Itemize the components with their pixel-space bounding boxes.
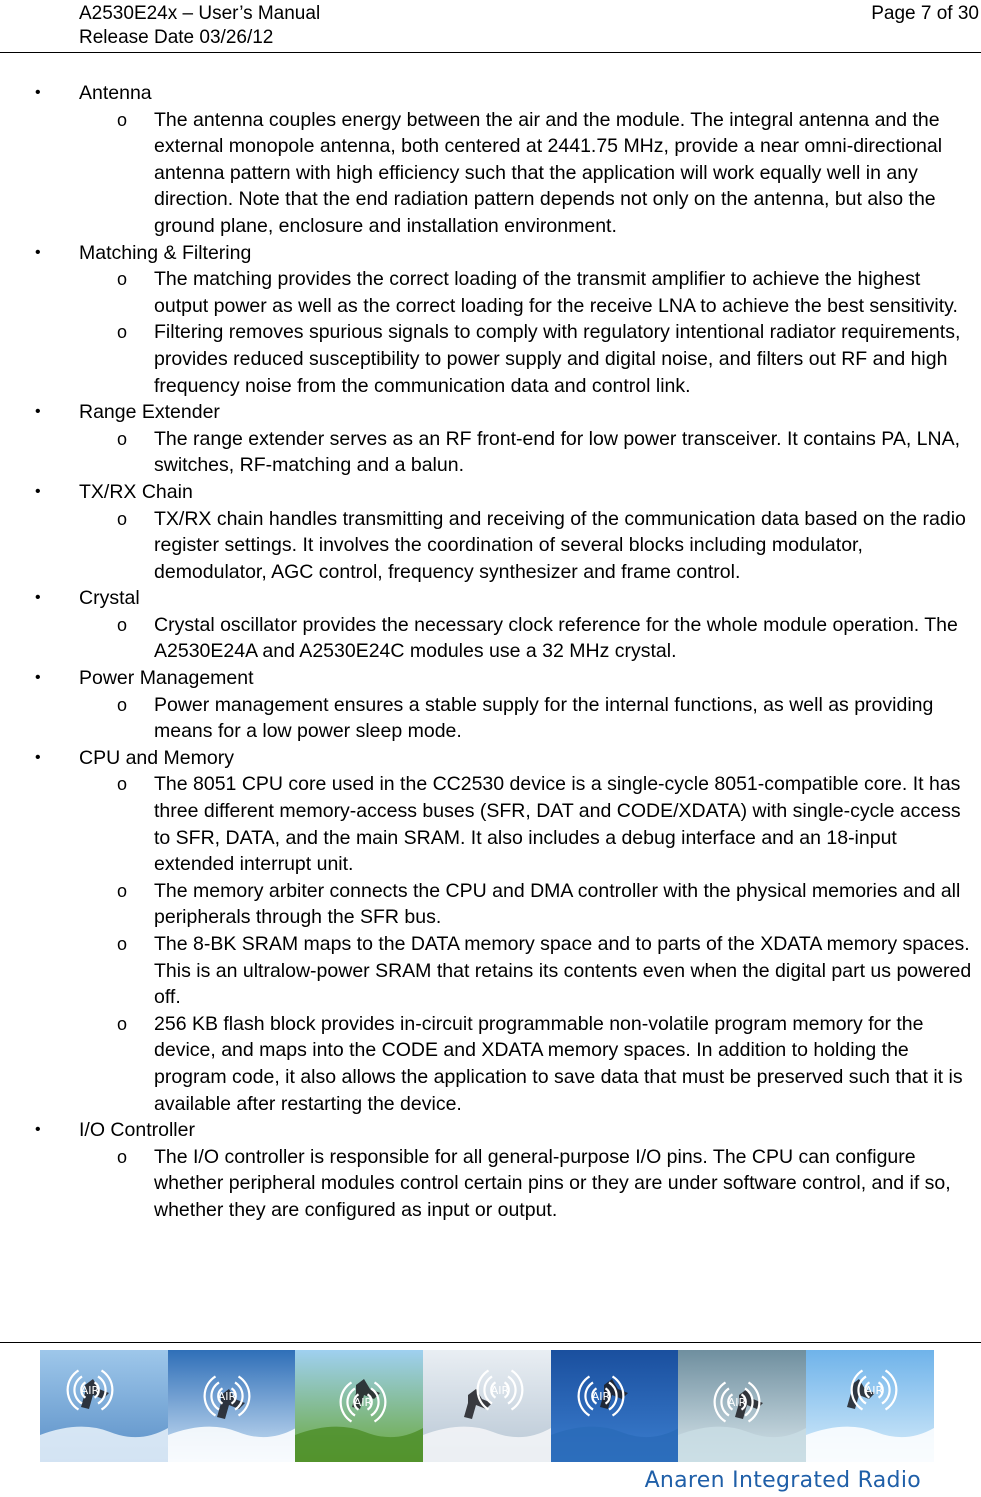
footer-photo-panel [295, 1350, 423, 1462]
sub-bullet-text: o Power management ensures a stable supply for the internal functions, as well as providing means for a low power sleep mode. [0, 692, 981, 745]
page-header [0, 0, 981, 53]
header-left [79, 2, 320, 50]
section-heading: • Range Extender [0, 399, 981, 426]
svg-text:AIR: AIR [354, 1396, 373, 1409]
section-heading: • I/O Controller [0, 1117, 981, 1144]
footer-photo-panel [678, 1350, 806, 1462]
section-heading: • Matching & Filtering [0, 240, 981, 267]
sub-bullet-text: o The 8-BK SRAM maps to the DATA memory space and to parts of the XDATA memory spaces. This is an ultralow-power SRAM that retains its contents even when the digital part us powered off. [0, 931, 981, 1011]
footer-divider [0, 1342, 981, 1343]
footer-photo-panel [40, 1350, 168, 1462]
sub-bullet-text: o The matching provides the correct loading of the transmit amplifier to achieve the highest output power as well as the correct loading for the receive LNA to achieve the best sensitivity. [0, 266, 981, 319]
document-title: A2530E24x – User’s Manual [79, 3, 321, 24]
svg-text:AIR: AIR [217, 1390, 236, 1403]
page-number: Page 7 of 30 [871, 3, 979, 24]
sub-bullet-text: o The 8051 CPU core used in the CC2530 device is a single-cycle 8051-compatible core. It has three different memory-access buses (SFR, DAT and CODE/XDATA) with single-cycle access to SFR, DATA, and the main SRAM. It also includes a debug interface and an 18-input extended interrupt unit. [0, 771, 981, 877]
sub-bullet-text: o The I/O controller is responsible for all general-purpose I/O pins. The CPU can configure whether peripheral modules control certain pins or they are under software control, and if so, whether they are configured as input or output. [0, 1144, 981, 1224]
section-heading: • Antenna [0, 80, 981, 107]
section-heading: • CPU and Memory [0, 745, 981, 772]
svg-text:AIR: AIR [591, 1390, 610, 1403]
footer-photo-panel [423, 1350, 551, 1462]
footer-photo-panel [168, 1350, 296, 1462]
footer-photo-panel [806, 1350, 934, 1462]
footer-image-strip [40, 1350, 934, 1462]
svg-text:AIR: AIR [80, 1384, 100, 1397]
section-heading: • Power Management [0, 665, 981, 692]
sub-bullet-text: o The range extender serves as an RF front-end for low power transceiver. It contains PA, LNA, switches, RF-matching and a balun. [0, 426, 981, 479]
section-heading: • Crystal [0, 585, 981, 612]
footer-brand-text: Anaren Integrated Radio [644, 1468, 921, 1493]
sub-bullet-text: o Crystal oscillator provides the necessary clock reference for the whole module operation. The A2530E24A and A2530E24C modules use a 32 MHz crystal. [0, 612, 981, 665]
svg-text:AIR: AIR [490, 1384, 510, 1397]
sub-bullet-text: o The memory arbiter connects the CPU and DMA controller with the physical memories and all peripherals through the SFR bus. [0, 878, 981, 931]
release-date: Release Date 03/26/12 [79, 27, 274, 48]
sub-bullet-text: o 256 KB flash block provides in-circuit programmable non-volatile program memory for the device, and maps into the CODE and XDATA memory spaces. In addition to holding the program code, it also allows the application to save data that must be preserved such that it is available after restarting the device. [0, 1011, 981, 1117]
svg-text:AIR: AIR [728, 1396, 747, 1409]
sub-bullet-text: o The antenna couples energy between the air and the module. The integral antenna and the external monopole antenna, both centered at 2441.75 MHz, provide a near omni-directional antenna pattern with high efficiency such that the application will work equally well in any direction. Note that the end radiation pattern depends not only on the antenna, but also the ground plane, enclosure and installation environment. [0, 107, 981, 240]
sub-bullet-text: o Filtering removes spurious signals to comply with regulatory intentional radiator requirements, provides reduced susceptibility to power supply and digital noise, and filters out RF and high frequency noise from the communication data and control link. [0, 319, 981, 399]
svg-text:AIR: AIR [864, 1384, 884, 1397]
section-heading: • TX/RX Chain [0, 479, 981, 506]
document-body [0, 80, 981, 1224]
sub-bullet-text: o TX/RX chain handles transmitting and receiving of the communication data based on the radio register settings. It involves the coordination of several blocks including modulator, demodulator, AGC control, frequency synthesizer and frame control. [0, 506, 981, 586]
footer-photo-panel [551, 1350, 679, 1462]
